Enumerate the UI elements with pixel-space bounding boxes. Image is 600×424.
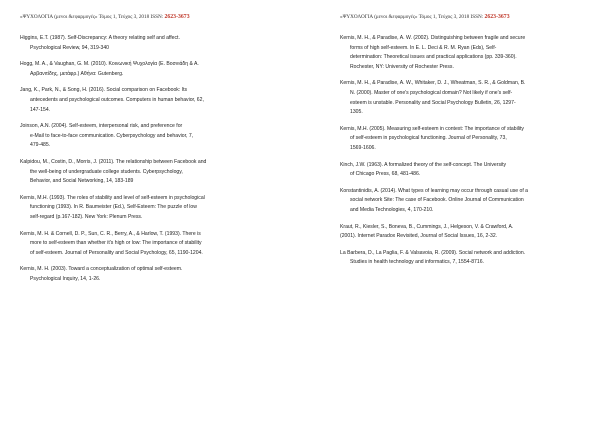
reference-entry bbox=[20, 265, 288, 284]
reference-line: of self-esteem. Journal of Personality and Social Psychology, 65, 1190-1204. bbox=[30, 249, 203, 256]
reference-list bbox=[340, 34, 586, 268]
reference-line: 1569-1606. bbox=[350, 144, 376, 151]
reference-line: social network Site: The case of Facebook. Online Journal of Communication bbox=[350, 197, 524, 204]
reference-entry bbox=[20, 60, 288, 79]
reference-line: Kraut, R., Kiesler, S., Boneva, B., Cummings, J., Helgeson, V. & Crawford, A. bbox=[340, 223, 514, 230]
reference-entry bbox=[340, 125, 586, 154]
reference-line: of self-esteem in psychological functioning. Journal of Personality, 73, bbox=[350, 135, 507, 142]
reference-line: Hogg, M. A., & Vaughan, G. M. (2010). Κοινωνική Ψυχολογία (Ε. Βοσνιάδη & Α. bbox=[20, 61, 199, 68]
reference-line: Studies in health technology and informatics, 7, 1554-8716. bbox=[350, 259, 484, 266]
reference-entry bbox=[340, 161, 586, 180]
reference-entry bbox=[340, 187, 586, 216]
reference-line: forms of high self-esteem. In E. L. Deci & R. M. Ryan (Eds), Self- bbox=[350, 44, 497, 51]
reference-line: 1305. bbox=[350, 109, 363, 116]
issn-number: 2623-3673 bbox=[164, 14, 190, 20]
reference-line: determination: Theoretical issues and practical applications (pp. 339-360). bbox=[350, 54, 517, 61]
reference-entry bbox=[20, 122, 288, 151]
reference-entry bbox=[20, 86, 288, 115]
journal-title: «ΨΥΧΟΛΟΓΙΑ (μενοι &εφαρμογές» Τόμος 1, Τεύχος 3, 2018 bbox=[340, 14, 470, 20]
reference-line: Psychological Inquiry, 14, 1-26. bbox=[30, 275, 101, 282]
reference-entry bbox=[20, 230, 288, 259]
reference-line: functioning (1993). In R. Baumeister (Ed.), Self-Esteem: The puzzle of low bbox=[30, 204, 197, 211]
reference-line: Psychological Review, 94, 319-340 bbox=[30, 44, 110, 51]
reference-line: 479-485. bbox=[30, 142, 51, 149]
reference-entry bbox=[20, 194, 288, 223]
reference-line: Kernis, M.H. (1993). The roles of stability and level of self-esteem in psychological bbox=[20, 194, 205, 201]
reference-line: of Chicago Press, 68, 481-486. bbox=[350, 171, 421, 178]
reference-entry bbox=[340, 79, 586, 117]
reference-entry bbox=[340, 34, 586, 72]
issn-number: 2623-3673 bbox=[484, 14, 510, 20]
reference-entry bbox=[340, 249, 586, 268]
reference-line: antecedents and psychological outcomes. Computers in human behavior, 62, bbox=[30, 96, 204, 103]
reference-list bbox=[20, 34, 288, 284]
reference-line: Kernis, M. H. (2003). Toward a conceptualization of optimal self-esteem. bbox=[20, 266, 183, 273]
right-page bbox=[300, 0, 600, 424]
reference-line: 147-154. bbox=[30, 106, 51, 113]
reference-line: Kernis, M. H. & Cornell, D. P., Sun, C. R., Berry, A., & Harlow, T. (1993). There is bbox=[20, 230, 201, 237]
reference-line: Rochester, NY: University of Rochester Press. bbox=[350, 63, 454, 70]
page-header bbox=[340, 14, 586, 20]
reference-line: Αρβανιτίδης, μετάφρ.) Αθήνα: Gutenberg. bbox=[30, 70, 124, 77]
reference-line: Kernis, M.H. (2005). Measuring self-esteem in context: The importance of stability bbox=[340, 125, 524, 132]
page-header bbox=[20, 14, 288, 20]
reference-line: and Media Technologies, 4, 170-210. bbox=[350, 206, 434, 213]
journal-title: «ΨΥΧΟΛΟΓΙΑ (μενοι &εφαρμογές» Τόμος 1, Τεύχος 3, 2018 bbox=[20, 14, 150, 20]
reference-line: e-Mail to face-to-face communication. Cyberpsychology and behavior, 7, bbox=[30, 132, 194, 139]
issn-label: ISSN: bbox=[150, 14, 164, 20]
reference-line: Kalpidou, M., Costin, D., Morris, J. (2011). The relationship between Facebook and bbox=[20, 158, 207, 165]
reference-entry bbox=[20, 34, 288, 53]
reference-entry bbox=[20, 158, 288, 187]
reference-line: Kernis, M. H., & Paradise, A. W., Whitaker, D. J., Wheatman, S. R., & Goldman, B. bbox=[340, 80, 526, 87]
reference-line: Kernis, M. H., & Paradise, A. W. (2002). Distinguishing between fragile and secure bbox=[340, 35, 526, 41]
reference-entry bbox=[340, 223, 586, 242]
reference-line: the well-being of undergraduate college students. Cyberpsychology, bbox=[30, 168, 183, 175]
reference-line: N. (2000). Master of one's psychological domain? Not likely if one's self- bbox=[350, 89, 513, 96]
reference-line: La Barbera, D., La Paglia, F. & Valsavoia, R. (2009). Social network and addiction. bbox=[340, 249, 526, 256]
issn-label: ISSN: bbox=[470, 14, 484, 20]
reference-line: Joinson, A.N. (2004). Self-esteem, interpersonal risk, and preference for bbox=[20, 123, 183, 130]
reference-line: Kinch, J.W. (1963). A formalized theory of the self-concept. The University bbox=[340, 161, 507, 168]
reference-line: Higgins, E.T. (1987). Self-Discrepancy: A theory relating self and affect. bbox=[20, 35, 180, 41]
reference-line: Konstantinidis, A. (2014). What types of learning may occur through casual use of a bbox=[340, 187, 529, 194]
reference-line: more to self-esteem than whether it's high or low: The importance of stability bbox=[30, 240, 202, 247]
reference-line: Jang, K., Park, N., & Song, H. (2016). Social comparison on Facebook: Its bbox=[20, 87, 188, 94]
reference-line: Behavior, and Social Networking, 14, 183-189 bbox=[30, 178, 134, 185]
reference-line: (2001). Internet Paradox Revisited, Journal of Social Issues, 16, 2-32. bbox=[340, 233, 498, 240]
reference-line: self-regard (p.167-182). New York: Plenum Press. bbox=[30, 213, 143, 220]
reference-line: esteem is unstable. Personality and Social Psychology Bulletin, 26, 1297- bbox=[350, 99, 516, 106]
